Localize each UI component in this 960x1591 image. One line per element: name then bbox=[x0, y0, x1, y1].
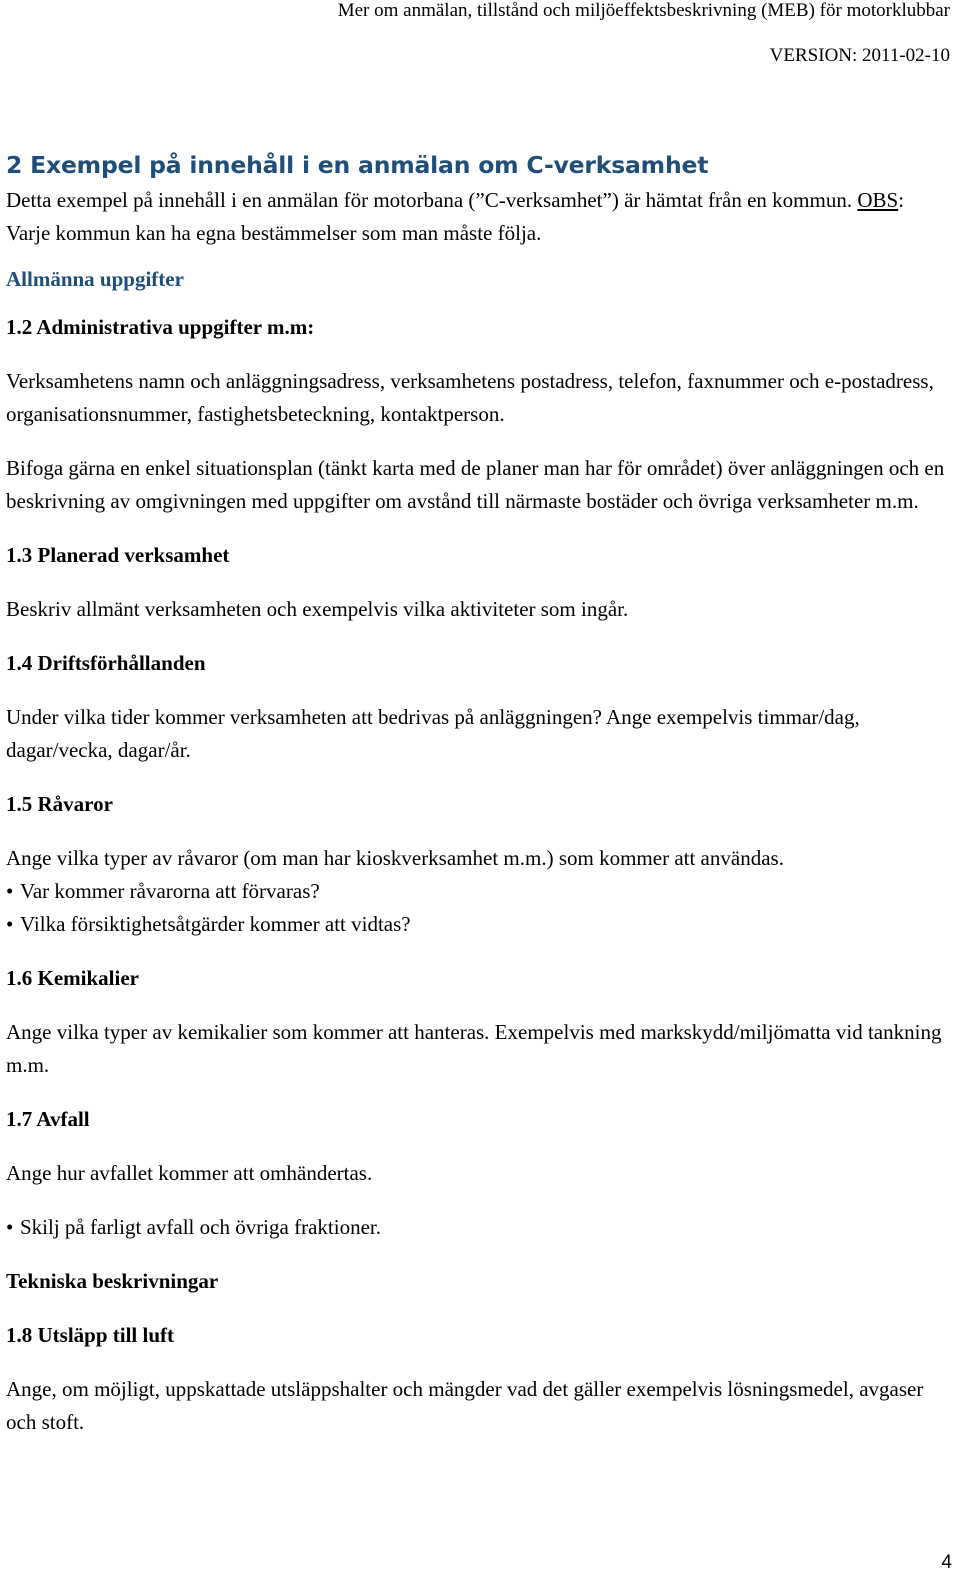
list-item: • Var kommer råvarorna att förvaras? bbox=[6, 875, 946, 908]
intro-text: Detta exempel på innehåll i en anmälan för motorbana (”C-verksamhet”) är hämtat från en kommun. bbox=[6, 188, 853, 212]
version-label: VERSION: 2011-02-10 bbox=[769, 45, 950, 66]
obs-label: OBS bbox=[857, 188, 899, 212]
section-1-2-paragraph-2: Bifoga gärna en enkel situationsplan (tänkt karta med de planer man har för området) över anläggningen och en beskrivning av omgivningen med uppgifter om avstånd till närmaste bostäder och övriga verksamheter m.m. bbox=[6, 456, 945, 513]
section-title-1-3: 1.3 Planerad verksamhet bbox=[6, 543, 230, 567]
section-1-5-paragraph: Ange vilka typer av råvaror (om man har kioskverksamhet m.m.) som kommer att användas. bbox=[6, 846, 784, 870]
section-1-6-paragraph: Ange vilka typer av kemikalier som kommer att hanteras. Exempelvis med markskydd/miljömatta vid tankning m.m. bbox=[6, 1020, 942, 1077]
chapter-heading: 2 Exempel på innehåll i en anmälan om C-verksamhet bbox=[6, 151, 709, 179]
section-title-1-7: 1.7 Avfall bbox=[6, 1107, 90, 1131]
section-title-1-5: 1.5 Råvaror bbox=[6, 792, 113, 816]
running-header-title: Mer om anmälan, tillstånd och miljöeffektsbeskrivning (MEB) för motorklubbar bbox=[337, 0, 950, 21]
section-1-8-paragraph: Ange, om möjligt, uppskattade utsläppshalter och mängder vad det gäller exempelvis lösningsmedel, avgaser och stoft. bbox=[6, 1377, 924, 1434]
section-title-1-8: 1.8 Utsläpp till luft bbox=[6, 1323, 175, 1347]
list-item: • Skilj på farligt avfall och övriga fraktioner. bbox=[6, 1211, 946, 1244]
page-number: 4 bbox=[941, 1552, 952, 1573]
section-1-2-paragraph-1: Verksamhetens namn och anläggningsadress, verksamhetens postadress, telefon, faxnummer och e-postadress, organisationsnummer, fastighetsbeteckning, kontaktperson. bbox=[6, 369, 934, 426]
section-1-4-paragraph: Under vilka tider kommer verksamheten att bedrivas på anläggningen? Ange exempelvis timmar/dag, dagar/vecka, dagar/år. bbox=[6, 705, 860, 762]
document-body bbox=[6, 146, 946, 1439]
obs-text: : Varje kommun kan ha egna bestämmelser som man måste följa. bbox=[6, 188, 905, 245]
section-heading-general: Allmänna uppgifter bbox=[6, 267, 184, 291]
section-heading-technical: Tekniska beskrivningar bbox=[6, 1269, 219, 1293]
section-title-1-4: 1.4 Driftsförhållanden bbox=[6, 651, 206, 675]
section-1-3-paragraph: Beskriv allmänt verksamheten och exempelvis vilka aktiviteter som ingår. bbox=[6, 597, 629, 621]
section-1-7-paragraph: Ange hur avfallet kommer att omhändertas. bbox=[6, 1161, 373, 1185]
section-title-1-6: 1.6 Kemikalier bbox=[6, 966, 139, 990]
section-title-1-2: 1.2 Administrativa uppgifter m.m: bbox=[6, 315, 315, 339]
list-item: • Vilka försiktighetsåtgärder kommer att vidtas? bbox=[6, 908, 946, 941]
intro-paragraph bbox=[6, 184, 946, 250]
